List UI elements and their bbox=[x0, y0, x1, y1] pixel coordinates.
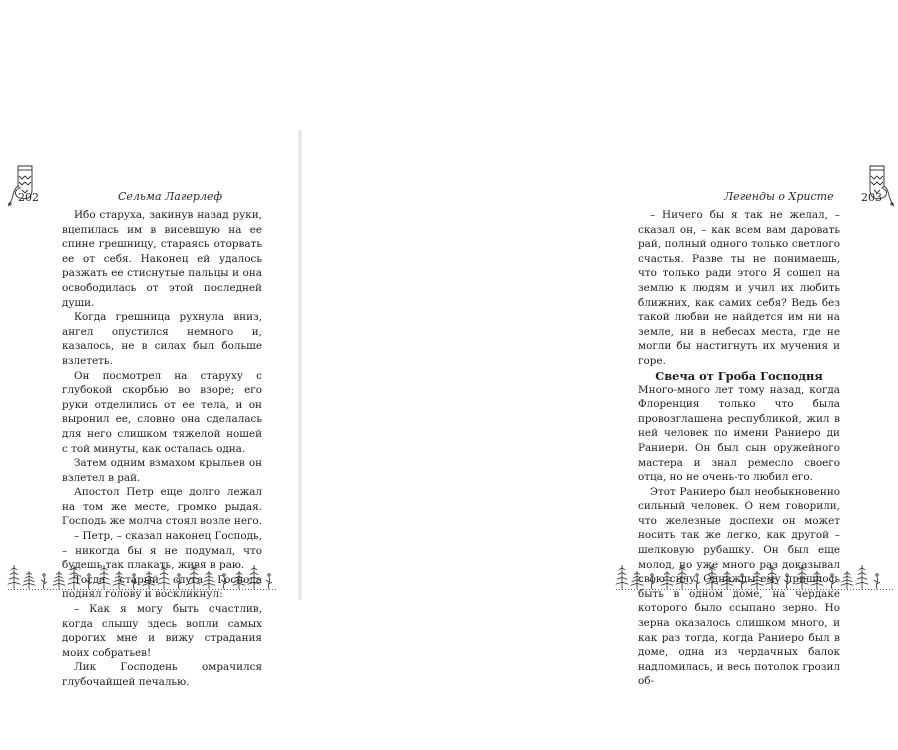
paragraph: Много-много лет тому назад, когда Флоренция только что была провозглашена республикой, жил в ней человек по имени Раниеро ди Раниери. Он был сын оружейного мастера и знал ремесло своего отца, но не очень-то любил его. bbox=[638, 383, 840, 484]
right-text-block bbox=[638, 208, 840, 689]
running-head-book-title: Легенды о Христе bbox=[724, 190, 834, 203]
paragraph: Ибо старуха, закинув назад руки, вцепилась им в висевшую на ее спине грешницу, стараясь оторвать ее от себя. Наконец ей удалось разжать ее стиснутые пальцы и она освободилась от этой последней души. bbox=[62, 209, 262, 309]
paragraph: Этот Раниеро был необыкновенно сильный человек. О нем говорили, что железные доспехи он может носить так же легко, как другой – шелковую рубашку. Он был еще молод, но уже много раз доказывал свою силу. Однажды ему пришлось быть в одном доме, на чердаке которого было ссыпано зерно. Но зерна оказалось слишком много, и как раз тогда, когда Раниеро был в доме, одна из чердачных балок надломилась, и весь потолок грозил об- bbox=[638, 485, 840, 688]
paragraph: Когда грешница рухнула вниз, ангел опустился немного и, казалось, не в силах был больше взлететь. bbox=[62, 311, 262, 367]
paragraph: Затем одним взмахом крыльев он взлетел в рай. bbox=[62, 457, 262, 484]
page-number: 203 bbox=[861, 191, 882, 204]
paragraph: Апостол Петр еще долго лежал на том же месте, громко рыдая. Господь же молча стоял возле него. bbox=[62, 486, 262, 528]
page-number: 202 bbox=[18, 191, 39, 204]
paragraph: Он посмотрел на старуху с глубокой скорбью во взоре; его руки отделились от ее тела, и он выронил ее, словно она сделалась для него слишком тяжелой ношей с той минуты, как осталась одна. bbox=[62, 369, 262, 455]
stocking-ornament-icon bbox=[852, 160, 898, 212]
paragraph: – Петр, – сказал наконец Господь, – никогда бы я не подумал, что будешь так плакать, живя в раю. bbox=[62, 530, 262, 572]
stocking-ornament-icon bbox=[4, 160, 50, 212]
chapter-title: Свеча от Гроба Господня bbox=[655, 368, 823, 383]
left-text-block bbox=[62, 208, 262, 690]
right-page bbox=[300, 0, 882, 750]
paragraph: Тогда старый слуга Господа поднял голову и воскликнул: bbox=[62, 573, 262, 601]
paragraph: – Как я могу быть счастлив, когда слышу здесь вопли самых дорогих мне и вижу страдания моих собратьев! bbox=[62, 603, 262, 659]
winter-trees-border-icon bbox=[614, 562, 896, 590]
paragraph: – Ничего бы я так не желал, – сказал он, – как всем вам даровать рай, полный одного только светлого счастья. Разве ты не понимаешь, что только ради этого Я сошел на землю к людям и учил их любить ближних, как самих себя? Ведь без такой любви не найдется им ни на земле, ни в небесах места, где не могли бы настигнуть их мучения и горе. bbox=[638, 209, 840, 367]
paragraph: Лик Господень омрачился глубочайшей печалью. bbox=[62, 661, 262, 688]
winter-trees-border-icon bbox=[6, 562, 280, 590]
left-page bbox=[0, 0, 300, 750]
running-head-author: Сельма Лагерлеф bbox=[118, 190, 223, 203]
